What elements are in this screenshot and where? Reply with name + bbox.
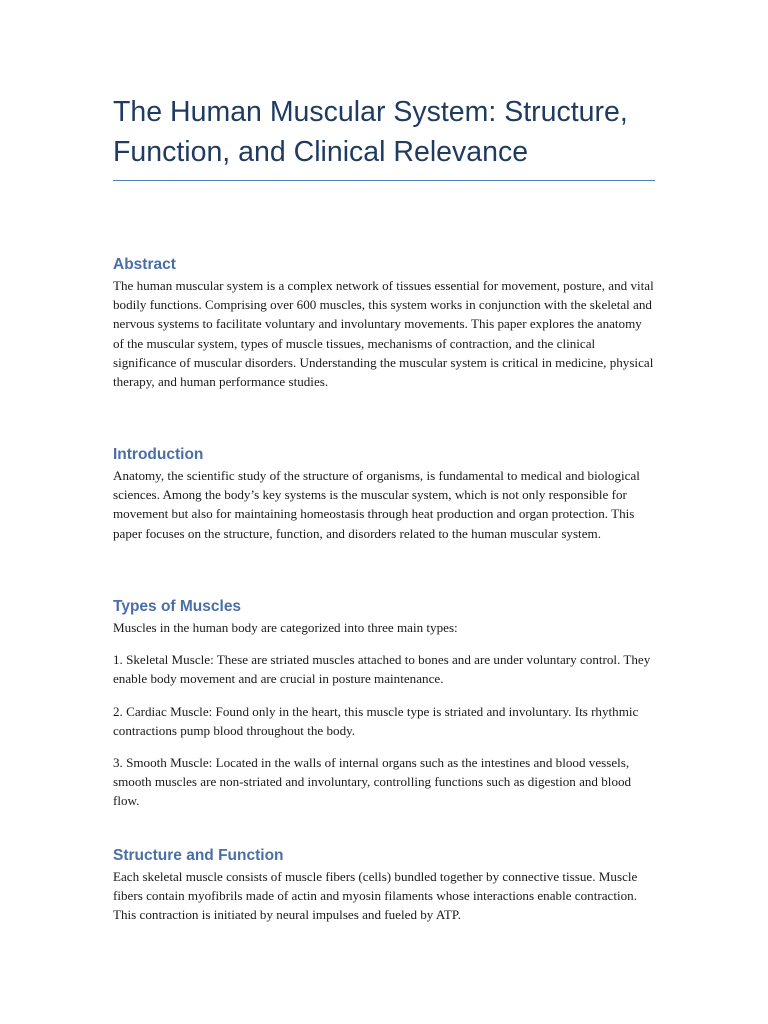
document-page — [113, 92, 655, 181]
section-heading: Structure and Function — [113, 847, 284, 864]
section-types-of-muscles — [113, 597, 655, 811]
list-item-smooth: 3. Smooth Muscle: Located in the walls of internal organs such as the intestines and blood vessels, smooth muscles are non-striated and involuntary, controlling functions such as digestion and blood flow. — [113, 755, 632, 809]
paragraph: The human muscular system is a complex network of tissues essential for movement, posture, and vital bodily functions. Comprising over 600 muscles, this system works in conjunction with the skeletal and nervous systems to facilitate voluntary and involuntary movements. This paper explores the anatomy of the muscular system, types of muscle tissues, mechanisms of contraction, and the clinical significance of muscular disorders. Understanding the muscular system is critical in medicine, physical therapy, and human performance studies. — [113, 278, 654, 390]
list-item-cardiac: 2. Cardiac Muscle: Found only in the heart, this muscle type is striated and involuntary. Its rhythmic contractions pump blood throughout the body. — [113, 703, 639, 738]
section-heading: Abstract — [113, 256, 176, 273]
section-heading: Types of Muscles — [113, 598, 242, 615]
section-abstract — [113, 255, 655, 391]
section-heading: Introduction — [113, 446, 204, 463]
list-item-skeletal: 1. Skeletal Muscle: These are striated muscles attached to bones and are under voluntary control. They enable body movement and are crucial in posture maintenance. — [113, 652, 651, 687]
document-title: The Human Muscular System: Structure, Function, and Clinical Relevance — [113, 96, 628, 168]
paragraph: Muscles in the human body are categorized into three main types: — [113, 620, 458, 635]
section-structure-and-function — [113, 846, 655, 925]
paragraph: Each skeletal muscle consists of muscle fibers (cells) bundled together by connective tissue. Muscle fibers contain myofibrils made of actin and myosin filaments whose interactions enable contraction. This contraction is initiated by neural impulses and fueled by ATP. — [113, 869, 638, 923]
section-introduction — [113, 445, 655, 543]
paragraph: Anatomy, the scientific study of the structure of organisms, is fundamental to medical and biological sciences. Among the body’s key systems is the muscular system, which is not only responsible for movement but also for maintaining homeostasis through heat production and organ protection. This paper focuses on the structure, function, and disorders related to the human muscular system. — [113, 468, 640, 541]
title-divider — [113, 180, 655, 181]
